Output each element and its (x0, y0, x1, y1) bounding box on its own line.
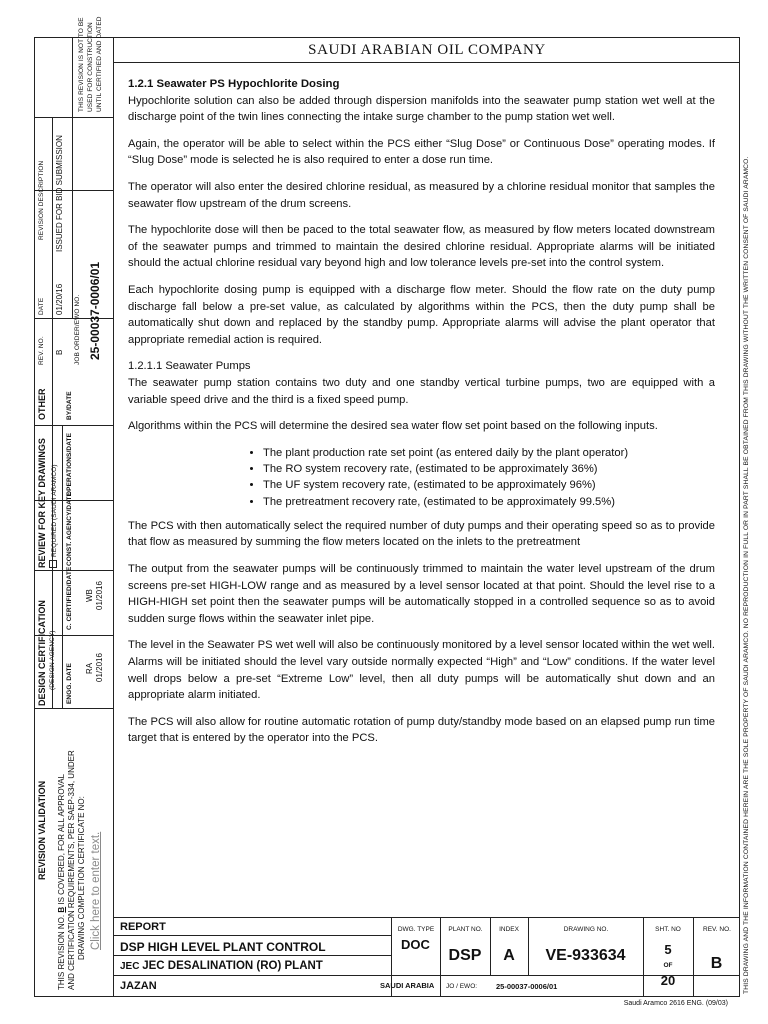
design-agency-label: (DESIGN AGENCY) (49, 630, 56, 690)
operations-date-label: OPERATIONS/DATE (66, 432, 73, 496)
form-number: Saudi Aramco 2616 ENG. (09/03) (623, 1000, 728, 1007)
list-item: • The pretreatment recovery rate, (estimated to be approximately 99.5%) (263, 494, 715, 510)
document-body (128, 76, 715, 757)
subsection-paragraph: The level in the Seawater PS wet well will also be continuously monitored by a level sensor located within the wet well. Alarms will be initiated should the level vary outside normally expected “High” and “Low” conditions. If the water level well drops below a pre-set “Extreme Low” level, then all duty pumps will be automatically shut down and an appropriate alarm initiated. (128, 639, 715, 702)
warning-line-1: THIS REVISION IS NOT TO BE (78, 17, 85, 112)
subsection-paragraph: The PCS will also allow for routine automatic rotation of pump duty/standby mode based on an elapsed pump run time target that is entered by the operator into the PCS. (128, 715, 715, 745)
subsection-paragraph: The output from the seawater pumps will be continuously trimmed to maintain the water level upstream of the drum screens pre-set HIGH-LOW range and as measured by a level sensor located at that point. Should the level rise to a HIGH-HIGH set point then the seawater pumps will be automatically stopped in a controlled sequence so as to avoid sudden surge flows within the seawater inlet pipe. (128, 563, 715, 625)
sidebar-sep (34, 570, 114, 571)
list-item: • The UF system recovery rate, (estimated to be approximately 96%) (263, 477, 715, 493)
sidebar-divider (72, 37, 73, 117)
revision-description: ISSUED FOR BID SUBMISSION (55, 135, 64, 252)
country: SAUDI ARABIA (380, 981, 435, 990)
section-paragraph: Again, the operator will be able to select within the PCS either “Slug Dose” or Continuous Dose” operating modes. If “Slug Dose” mode is selected he is also required to enter a dose run time. (128, 137, 715, 167)
other-by-date: BY/DATE (66, 391, 73, 420)
subsection-heading: 1.2.1.1 Seawater Pumps (128, 360, 251, 373)
sidebar-sep (34, 117, 114, 118)
validation-line-2: AND CERTIFICATION REQUIREMENTS, PER SAEP-334, UNDER (67, 750, 76, 990)
section-paragraph: Hypochlorite solution can also be added through dispersion manifolds into the seawater pump station wet well at the discharge point of the twin lines connecting the intake surge chamber to the pump station wet well. (128, 94, 715, 124)
other-label: OTHER (37, 388, 47, 420)
list-item: • The plant production rate set point (as entered daily by the plant operator) (263, 445, 715, 461)
company-name: SAUDI ARABIAN OIL COMPANY (114, 37, 740, 63)
engg-name: RA (85, 662, 94, 674)
validation-line-1a: THIS REVISION NO. (57, 914, 66, 990)
sheet-no: 5 (664, 942, 672, 957)
location: JAZAN (120, 980, 157, 992)
revision-validation-label: REVISION VALIDATION (37, 780, 47, 880)
ownership-notice: THIS DRAWING AND THE INFORMATION CONTAINED HEREIN ARE THE SOLE PROPERTY OF SAUDI ARAMCO. NO REPRODUCTION IN FULL OR IN PART SHALL BE OBTAINED FROM THIS DRAWING WITHOUT THE WRITTEN CONSENT OF SAUDI ARAMCO. (743, 156, 750, 994)
engg-date: 01/2016 (95, 653, 104, 682)
subsection-paragraph: The seawater pump station contains two duty and one standby vertical turbine pumps, two are equipped with a variable speed drive and the third is a fixed speed pump. (128, 376, 715, 406)
sidebar-sep (34, 190, 114, 191)
cert-name: WB (85, 589, 94, 602)
list-item: • The RO system recovery rate, (estimated to be approximately 36%) (263, 461, 715, 477)
drawing-no: VE-933634 (545, 947, 626, 964)
review-key-drawings-label: REVIEW FOR KEY DRAWINGS (37, 438, 47, 568)
jo-ewo-value: 25-00037-0006/01 (496, 982, 558, 991)
warning-line-3: UNTIL CERTIFIED AND DATED (96, 16, 103, 112)
subsection-paragraph: The PCS with then automatically select the required number of duty pumps and their operating speed so as to provide that flow as measured by summing the flow meters located on the inlets to the pretreatment (128, 519, 715, 549)
validation-line-1b: IS COVERED, FOR ALL APPROVAL (57, 773, 66, 905)
section-heading: 1.2.1 Seawater PS Hypochlorite Dosing (128, 78, 340, 90)
dwg-type: DOC (401, 937, 430, 952)
plant-no-label: PLANT NO. (448, 926, 483, 933)
project-line-2: JEC JEC DESALINATION (RO) PLANT (120, 960, 323, 972)
design-certification-label: DESIGN CERTIFICATION (37, 600, 47, 706)
click-to-enter-text[interactable]: Click here to enter text. (90, 831, 102, 950)
date-label: DATE (38, 297, 45, 315)
review-checkbox[interactable] (49, 560, 57, 568)
tb-line (114, 955, 391, 956)
review-required-text: REQUIRED (SAUDI ARAMCO) (51, 464, 58, 557)
sidebar-sep (34, 708, 114, 709)
revision-description-label: REVISION DESCRIPTION (38, 160, 45, 240)
rev-no-value: B (55, 349, 64, 355)
sheet-of: OF (663, 962, 673, 969)
sidebar-sep (34, 425, 114, 426)
rev-no-label-tb: REV. NO. (703, 926, 731, 933)
job-order-number: 25-00037-0006/01 (88, 261, 102, 360)
sidebar-divider (62, 425, 63, 708)
inputs-list (128, 445, 715, 510)
const-agency-date-label: CONST. AGENCY/DATE (66, 491, 73, 566)
rev-no-label: REV. NO. (38, 336, 45, 365)
validation-line-1 (57, 774, 66, 990)
tb-line (114, 935, 391, 936)
index-value: A (503, 947, 515, 964)
sheet-no-label: SHT. NO (655, 926, 681, 933)
cert-date: 01/2016 (95, 581, 104, 610)
review-required (49, 464, 58, 568)
plant-no: DSP (448, 947, 482, 964)
sidebar-divider (72, 117, 73, 318)
section-paragraph: The hypochlorite dose will then be paced to the total seawater flow, as measured by flow meters located downstream of the seawater pumps and trimmed to maintain the desired chlorine residual. Appropriate alarms will be initiated should the actual chlorine residual vary beyond high and low tolerance levels pre-set into the control system. (128, 224, 715, 270)
section-paragraph: The operator will also enter the desired chlorine residual, as measured by a chlorine residual monitor that samples the seawater flow upstream of the drum screens. (128, 180, 715, 210)
warning-line-2: USED FOR CONSTRUCTION (87, 22, 94, 112)
rev-no-tb: B (710, 955, 723, 972)
jo-ewo-label: JO / EWO: (446, 983, 478, 990)
validation-line-3: DRAWING COMPLETION CERTIFICATE NO: (77, 796, 86, 960)
sidebar-divider (52, 117, 53, 318)
cert-date-label: C. CERTIFIED/DATE (66, 566, 73, 630)
subsection-paragraph: Algorithms within the PCS will determine the desired sea water flow set point based on the following inputs. (128, 420, 658, 433)
dwg-type-label: DWG. TYPE (397, 926, 435, 933)
job-order-label: JOB ORDER/EWO NO. (74, 294, 81, 365)
tb-line (490, 917, 491, 975)
engg-date-label: ENGG. DATE (66, 663, 73, 704)
project-line-2-text: JEC DESALINATION (RO) PLANT (142, 960, 323, 972)
report-label: REPORT (120, 921, 166, 933)
sheet-total: 20 (660, 973, 676, 988)
tb-line (528, 917, 529, 975)
date-value: 01/20/16 (55, 283, 64, 315)
drawing-no-label: DRAWING NO. (563, 926, 609, 933)
project-line-1: DSP HIGH LEVEL PLANT CONTROL (120, 940, 326, 954)
section-paragraph: Each hypochlorite dosing pump is equipped with a discharge flow meter. Should the flow rate on the duty pump discharge fall below a pre-set value, as calculated by algorithms within the PCS, then the duty pump shall be automatically shut down and replaced by the standby pump. Appropriate alarms will advise the plant operator that appropriate remedial action is required. (128, 283, 715, 346)
validation-rev: B (57, 906, 66, 913)
index-label: INDEX (499, 926, 519, 933)
